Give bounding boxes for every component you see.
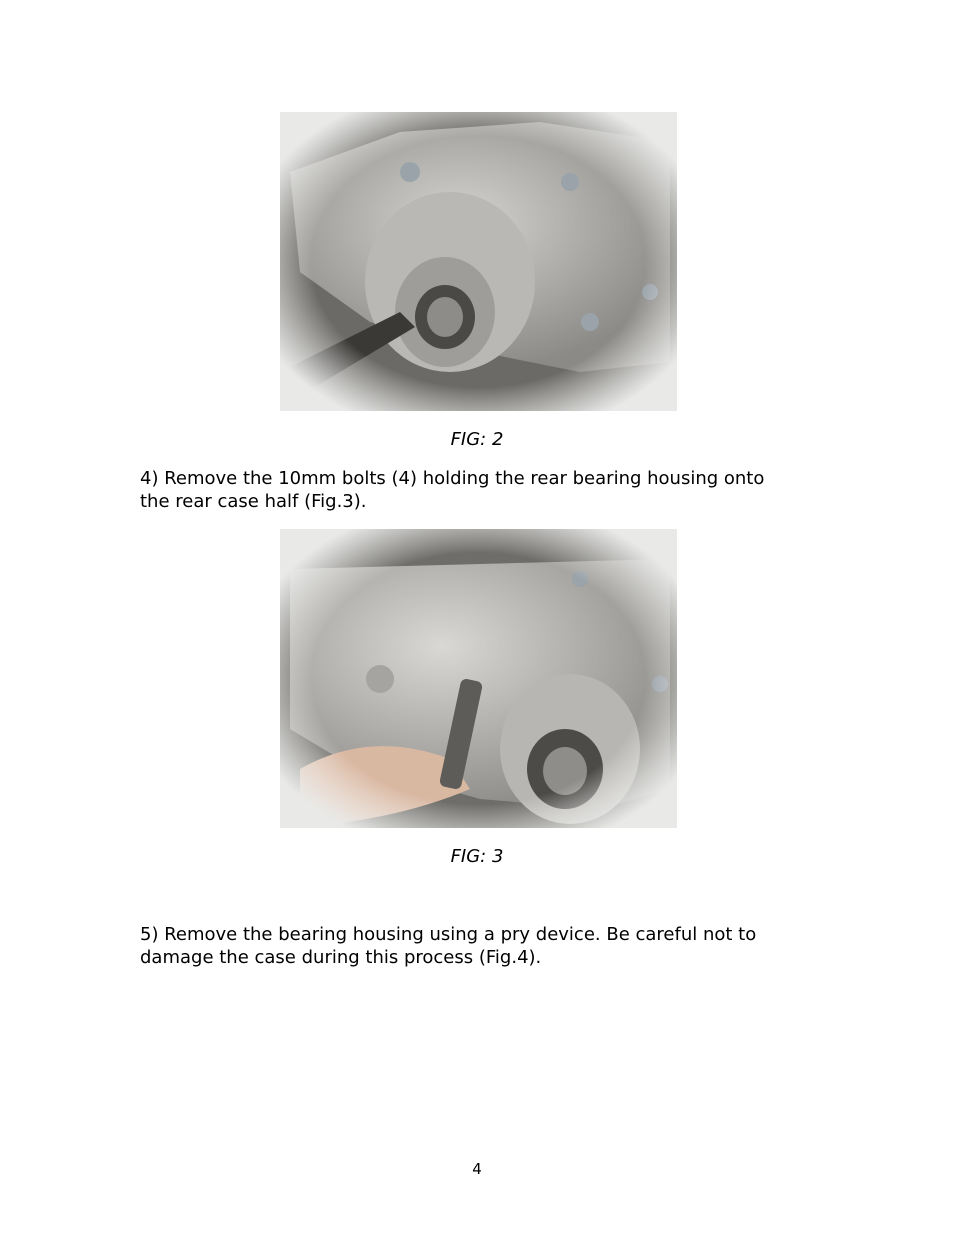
step-4-line-1: 4) Remove the 10mm bolts (4) holding the rear bearing housing onto bbox=[140, 468, 765, 489]
step-4-line-2: the rear case half (Fig.3). bbox=[140, 491, 367, 512]
fig3-photo bbox=[280, 529, 677, 828]
page-number: 4 bbox=[472, 1160, 482, 1178]
fig2-photo bbox=[280, 112, 677, 411]
step-4-instruction bbox=[140, 467, 820, 513]
step-5-line-1: 5) Remove the bearing housing using a pry device. Be careful not to bbox=[140, 924, 757, 945]
fig3-caption: FIG: 3 bbox=[450, 846, 504, 867]
step-5-instruction bbox=[140, 923, 820, 969]
step-5-line-2: damage the case during this process (Fig.4). bbox=[140, 947, 542, 968]
fig2-caption: FIG: 2 bbox=[450, 429, 504, 450]
